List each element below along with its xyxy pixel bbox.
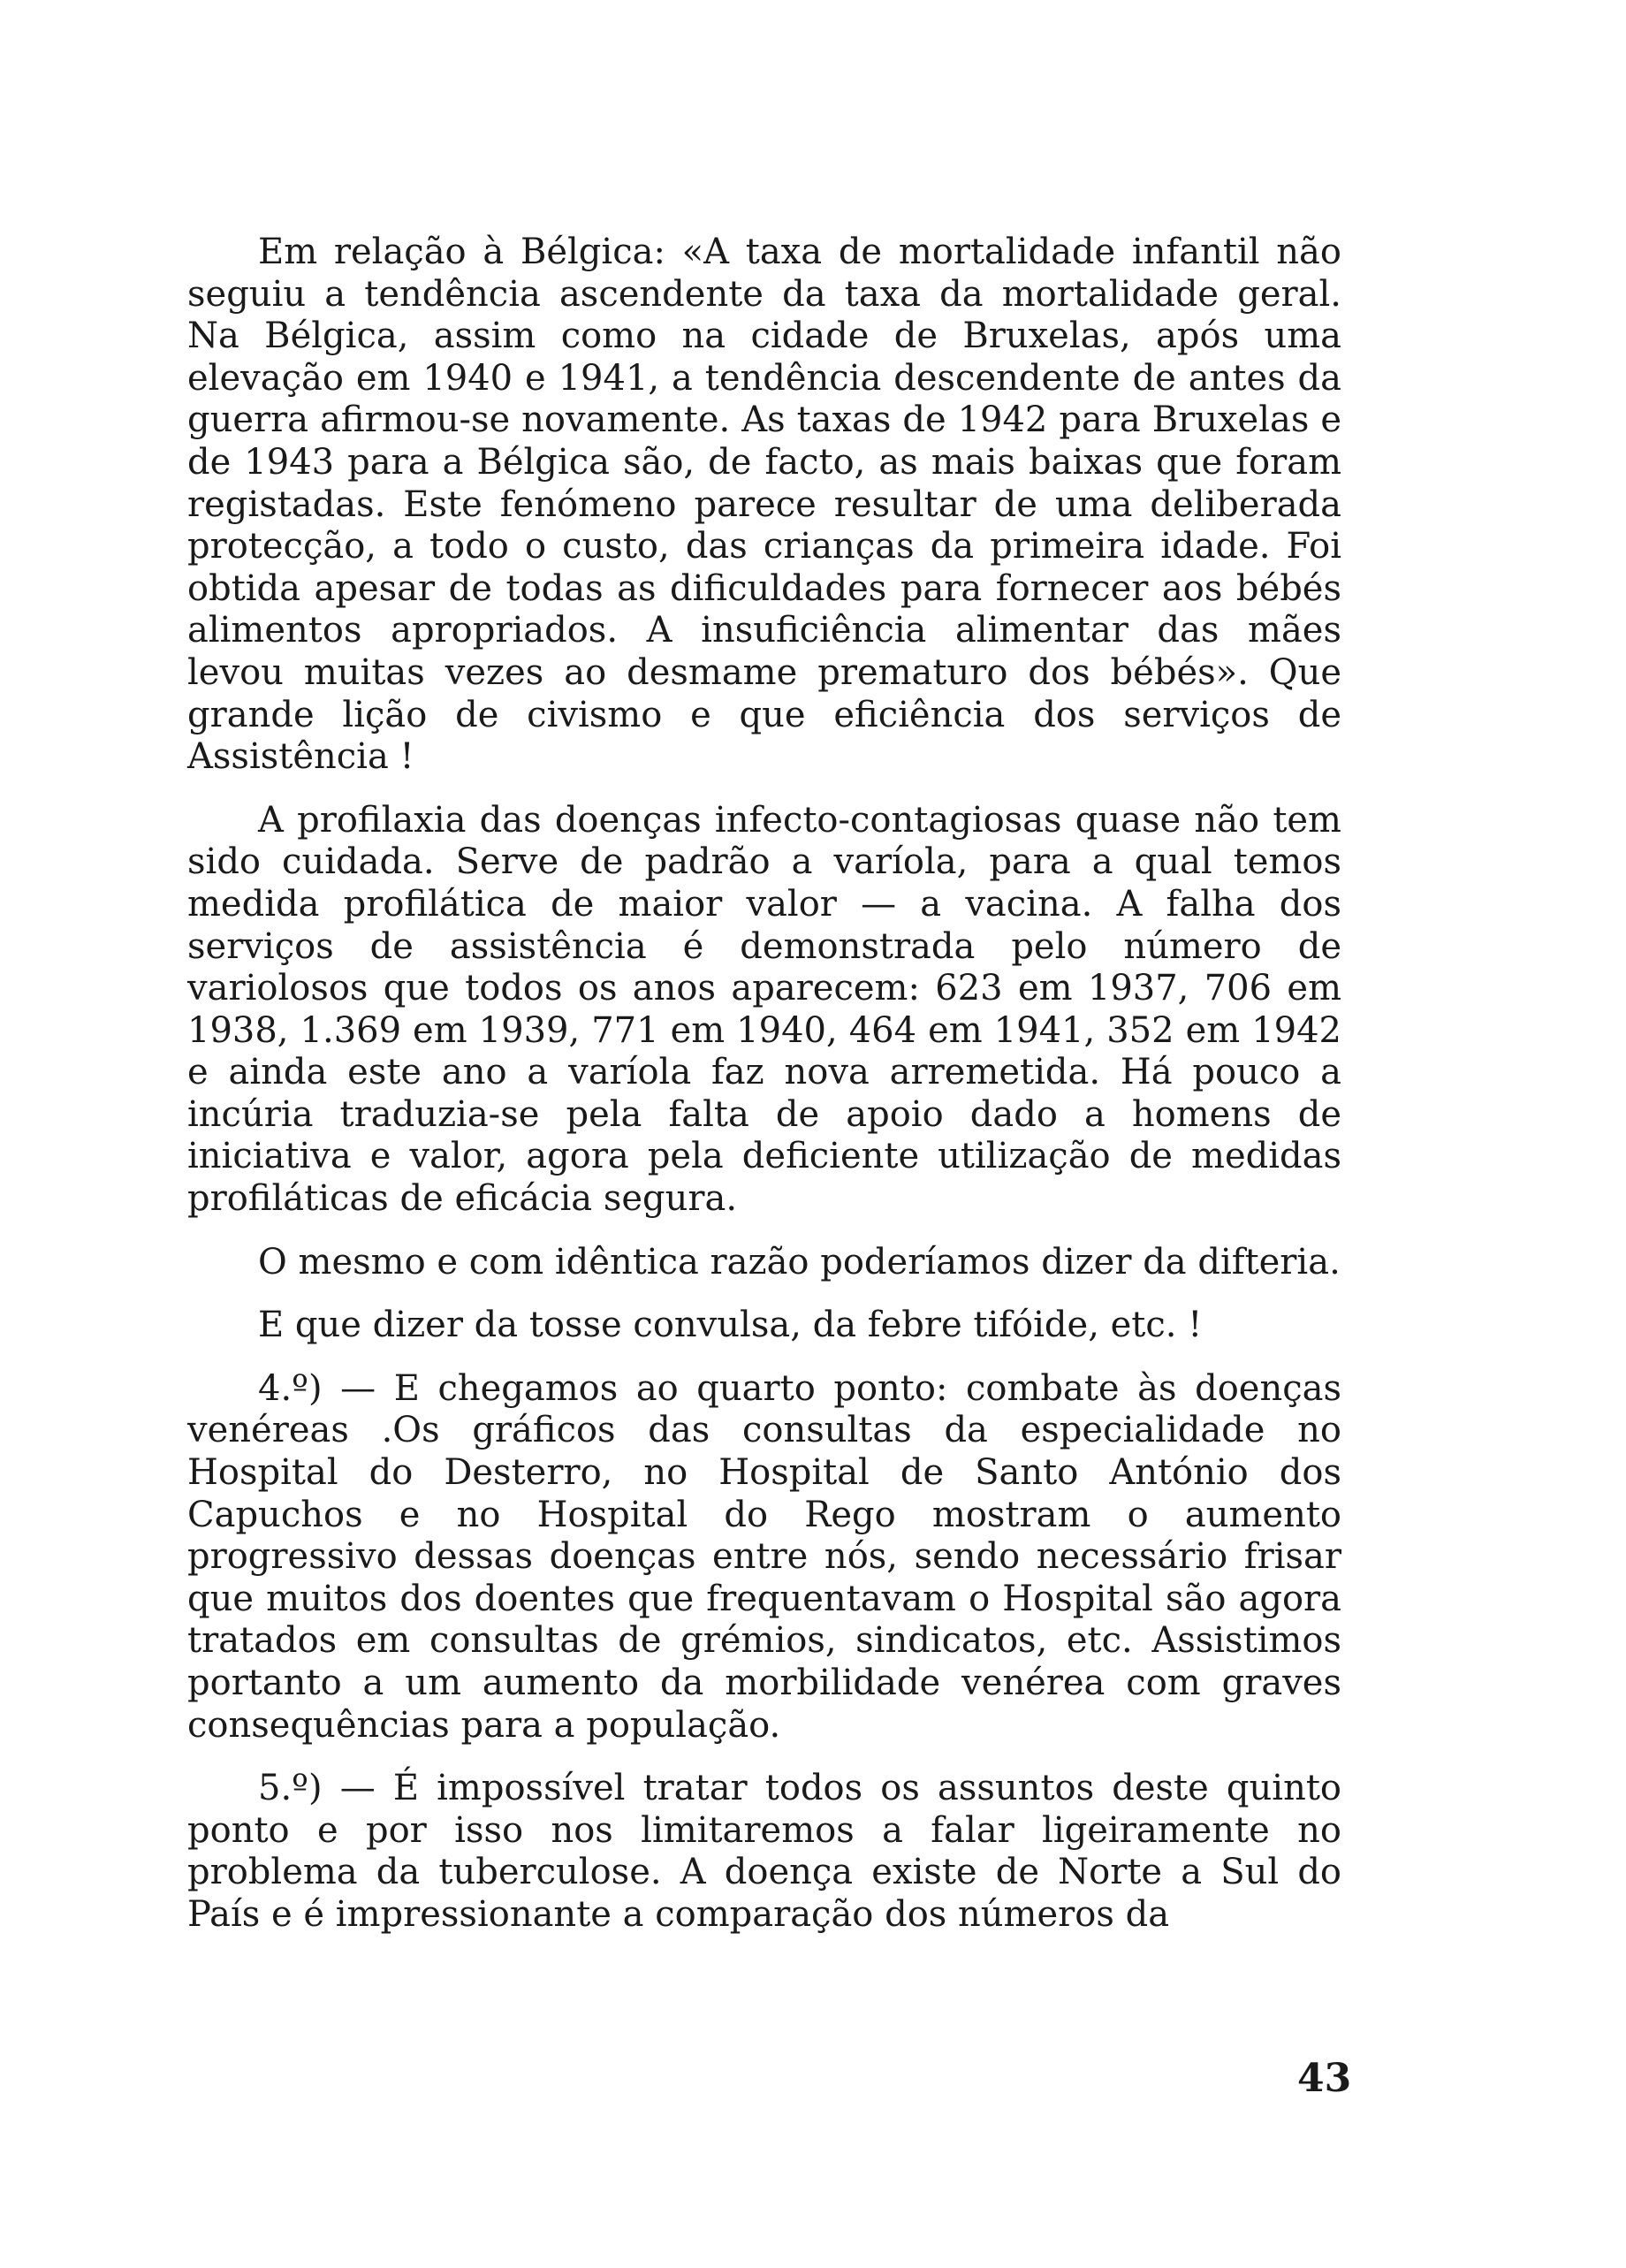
paragraph-prophylaxis: A profilaxia das doenças infecto-contagiosas quase não tem sido cuidada. Serve de padrão a varíola, para a qual temos medida profilática de maior valor — a vacina. A falha dos serviços de assistência é demonstrada pelo número de variolosos que todos os anos aparecem: 623 em 1937, 706 em 1938, 1.369 em 1939, 771 em 1940, 464 em 1941, 352 em 1942 e ainda este ano a varíola faz nova arremetida. Há pouco a incúria traduzia-se pela falta de apoio dado a homens de iniciativa e valor, agora pela deficiente utilização de medidas profiláticas de eficácia segura. <box>187 799 1341 1220</box>
body-text <box>187 232 1341 1937</box>
paragraph-tuberculosis: 5.º) — É impossível tratar todos os assuntos deste quinto ponto e por isso nos limitaremos a falar ligeiramente no problema da tuberculose. A doença existe de Norte a Sul do País e é impressionante a comparação dos números da <box>187 1768 1341 1935</box>
paragraph-diphtheria: O mesmo e com idêntica razão poderíamos dizer da difteria. <box>258 1241 1341 1282</box>
paragraph-belgium-quote: Em relação à Bélgica: «A taxa de mortalidade infantil não seguiu a tendência ascendente da taxa da mortalidade geral. Na Bélgica, assim como na cidade de Bruxelas, após uma elevação em 1940 e 1941, a tendência descendente de antes da guerra afirmou-se novamente. As taxas de 1942 para Bruxelas e de 1943 para a Bélgica são, de facto, as mais baixas que foram registadas. Este fenómeno parece resultar de uma deliberada protecção, a todo o custo, das crianças da primeira idade. Foi obtida apesar de todas as dificuldades para fornecer aos bébés alimentos apropriados. A insuficiência alimentar das mães levou muitas vezes ao desmame prematuro dos bébés». Que grande lição de civismo e que eficiência dos serviços de Assistência ! <box>187 232 1341 778</box>
page-number: 43 <box>1297 2056 1352 2101</box>
paragraph-whooping-cough: E que dizer da tosse convulsa, da febre tifóide, etc. ! <box>258 1305 1203 1346</box>
paragraph-venereal-diseases: 4.º) — E chegamos ao quarto ponto: combate às doenças venéreas .Os gráficos das consultas da especialidade no Hospital do Desterro, no Hospital de Santo António dos Capuchos e no Hospital do Rego mostram o aumento progressivo dessas doenças entre nós, sendo necessário frisar que muitos dos doentes que frequentavam o Hospital são agora tratados em consultas de grémios, sindicatos, etc. Assistimos portanto a um aumento da morbilidade venérea com graves consequências para a população. <box>187 1367 1341 1746</box>
